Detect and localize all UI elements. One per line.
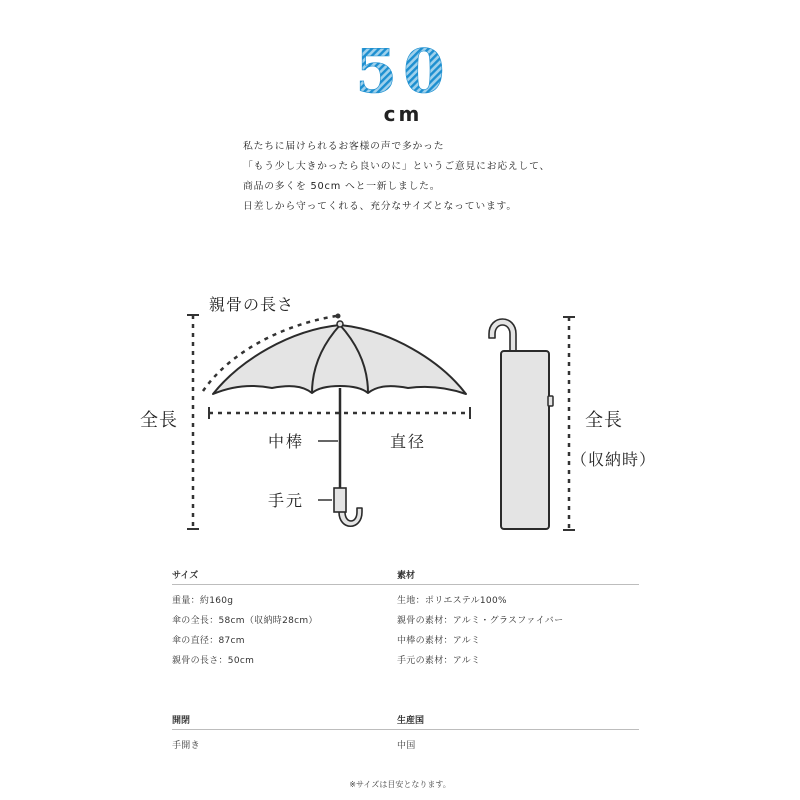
spec-origin-list bbox=[397, 736, 639, 756]
closed-umbrella-body bbox=[501, 351, 549, 529]
spec-item: 手元の素材：アルミ bbox=[397, 656, 481, 666]
handle-label: 手元 bbox=[268, 491, 305, 510]
spec-size-title: サイズ bbox=[172, 569, 414, 585]
spec-opening bbox=[172, 714, 414, 756]
spec-item: 親骨の長さ：50cm bbox=[172, 656, 255, 666]
total-length-label: 全長 bbox=[140, 410, 178, 431]
spec-item: 手開き bbox=[172, 741, 200, 751]
spec-item: 重量：約160g bbox=[172, 596, 234, 606]
intro-text bbox=[243, 137, 603, 217]
intro-line: 「もう少し大きかったら良いのに」というご意見にお応えして、 bbox=[243, 161, 551, 172]
closed-length-label: 全長 bbox=[585, 410, 623, 431]
shaft-label: 中棒 bbox=[268, 432, 305, 451]
spec-material bbox=[397, 569, 639, 671]
rib-length-label: 親骨の長さ bbox=[209, 295, 295, 314]
spec-item: 中棒の素材：アルミ bbox=[397, 636, 481, 646]
intro-line: 商品の多くを 50cm へと一新しました。 bbox=[243, 181, 441, 192]
spec-opening-list bbox=[172, 736, 414, 756]
spec-item: 親骨の素材：アルミ・グラスファイバー bbox=[397, 616, 564, 626]
spec-item: 傘の直径：87cm bbox=[172, 636, 245, 646]
rib-arc-end bbox=[336, 314, 341, 319]
spec-origin bbox=[397, 714, 639, 756]
open-umbrella-canopy bbox=[213, 325, 466, 394]
spec-material-title: 素材 bbox=[397, 569, 639, 585]
spec-size bbox=[172, 569, 414, 671]
spec-origin-title: 生産国 bbox=[397, 714, 639, 730]
closed-umbrella-button bbox=[548, 396, 553, 406]
spec-size-list bbox=[172, 591, 414, 671]
headline bbox=[0, 30, 800, 140]
umbrella-diagram-svg bbox=[0, 280, 800, 540]
spec-item: 生地：ポリエステル100% bbox=[397, 596, 507, 606]
headline-unit: cm bbox=[383, 102, 423, 126]
spec-item: 傘の全長：58cm（収納時28cm） bbox=[172, 616, 318, 626]
headline-graphic bbox=[0, 30, 800, 140]
umbrella-diagram bbox=[0, 280, 800, 540]
spec-material-list bbox=[397, 591, 639, 671]
headline-number: 50 bbox=[355, 37, 451, 107]
footnote: ※サイズは目安となります。 bbox=[349, 780, 451, 789]
spec-opening-title: 開閉 bbox=[172, 714, 414, 730]
intro-line: 日差しから守ってくれる、充分なサイズとなっています。 bbox=[243, 201, 517, 212]
handle-grip bbox=[334, 488, 346, 512]
intro-line: 私たちに届けられるお客様の声で多かった bbox=[243, 141, 445, 152]
umbrella-tip bbox=[337, 321, 343, 327]
spec-item: 中国 bbox=[397, 741, 416, 751]
closed-note-label: （収納時） bbox=[571, 450, 657, 469]
closed-umbrella-hook bbox=[489, 319, 516, 352]
diameter-label: 直径 bbox=[390, 432, 427, 451]
